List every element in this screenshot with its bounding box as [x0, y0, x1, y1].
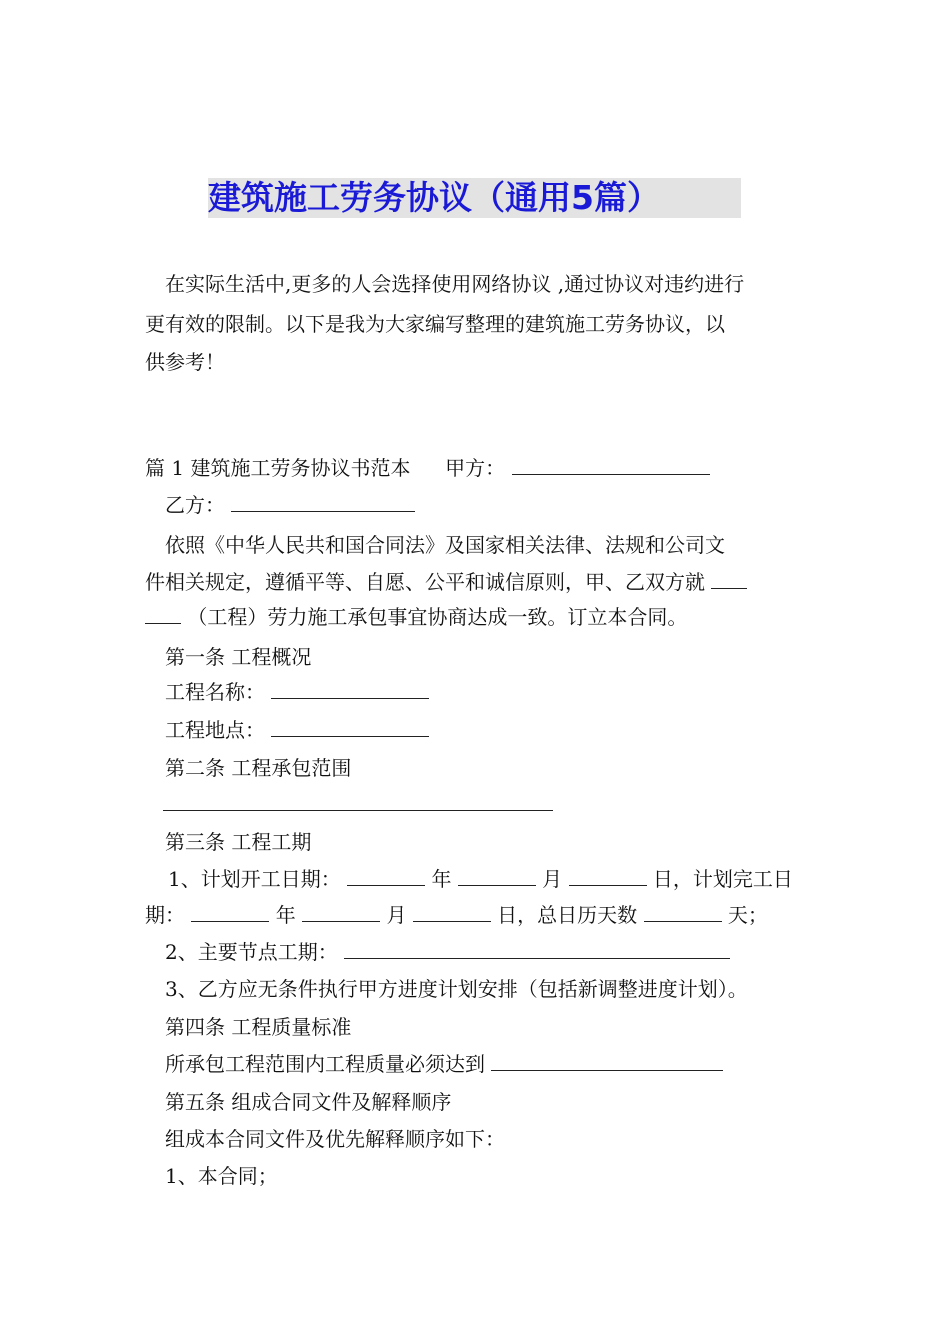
period-label: 期：: [145, 903, 185, 927]
intro-line-1: 在实际生活中,更多的人会选择使用网络协议 ,通过协议对违约进行: [165, 272, 745, 296]
basis-line-1: 依照《中华人民共和国合同法》及国家相关法律、法规和公司文: [165, 533, 725, 557]
start-month-blank: [458, 867, 536, 886]
schedule-item-1-row: [168, 867, 793, 891]
project-location-label: 工程地点：: [165, 718, 265, 742]
document-title: 建筑施工劳务协议（通用5篇）: [208, 178, 741, 218]
party-a-label: 甲方：: [445, 456, 506, 480]
article-2-title: 第二条 工程承包范围: [165, 756, 352, 780]
milestone-blank: [344, 940, 730, 959]
project-blank-a: [711, 570, 747, 589]
quality-blank: [491, 1052, 723, 1071]
project-location-row: [165, 718, 429, 742]
start-year-label: 年: [431, 867, 452, 891]
section-heading-row: [145, 456, 710, 480]
intro-line-2: 更有效的限制。以下是我为大家编写整理的建筑施工劳务协议，以: [145, 312, 725, 336]
end-month-label: 月: [386, 903, 407, 927]
end-day-blank: [413, 903, 491, 922]
order-item-1: 1、本合同；: [165, 1164, 278, 1188]
project-location-blank: [271, 718, 429, 737]
quality-text: 所承包工程范围内工程质量必须达到: [165, 1052, 485, 1076]
schedule-item-2-row: [165, 940, 730, 964]
end-month-blank: [302, 903, 380, 922]
quality-row: [165, 1052, 723, 1076]
scope-blank: [163, 792, 553, 811]
party-b-blank: [231, 493, 415, 512]
party-b-row: [165, 493, 415, 517]
basis-line-2: 件相关规定，遵循平等、自愿、公平和诚信原则，甲、乙双方就: [145, 570, 705, 594]
project-name-row: [165, 680, 429, 704]
start-month-label: 月: [542, 867, 563, 891]
article-4-title: 第四条 工程质量标准: [165, 1015, 352, 1039]
end-year-label: 年: [275, 903, 296, 927]
order-text: 组成本合同文件及优先解释顺序如下：: [165, 1127, 505, 1151]
start-year-blank: [347, 867, 425, 886]
section-heading: 篇 1 建筑施工劳务协议书范本: [145, 456, 411, 480]
schedule-item-3: 3、乙方应无条件执行甲方进度计划安排（包括新调整进度计划）。: [165, 977, 748, 1001]
days-unit: 天；: [727, 903, 768, 927]
total-days-blank: [644, 903, 722, 922]
start-date-label: 1、计划开工日期：: [168, 867, 341, 891]
project-name-blank: [271, 680, 429, 699]
project-name-label: 工程名称：: [165, 680, 265, 704]
article-3-title: 第三条 工程工期: [165, 830, 312, 854]
basis-line-3: （工程）劳力施工承包事宜协商达成一致。订立本合同。: [187, 605, 688, 629]
end-date-label: 日，计划完工日: [652, 867, 793, 891]
article-1-title: 第一条 工程概况: [165, 645, 312, 669]
milestone-label: 2、主要节点工期：: [165, 940, 338, 964]
intro-line-3: 供参考！: [145, 350, 225, 374]
party-b-label: 乙方：: [165, 493, 225, 517]
basis-line-3-row: [145, 605, 687, 629]
total-days-label: 日，总日历天数: [497, 903, 638, 927]
start-day-blank: [569, 867, 647, 886]
scope-blank-row: [163, 792, 553, 816]
basis-line-2-row: [145, 570, 747, 594]
article-5-title: 第五条 组成合同文件及解释顺序: [165, 1090, 452, 1114]
end-year-blank: [191, 903, 269, 922]
project-blank-b: [145, 605, 181, 624]
schedule-item-1-cont-row: [145, 903, 768, 927]
party-a-blank: [512, 456, 710, 475]
